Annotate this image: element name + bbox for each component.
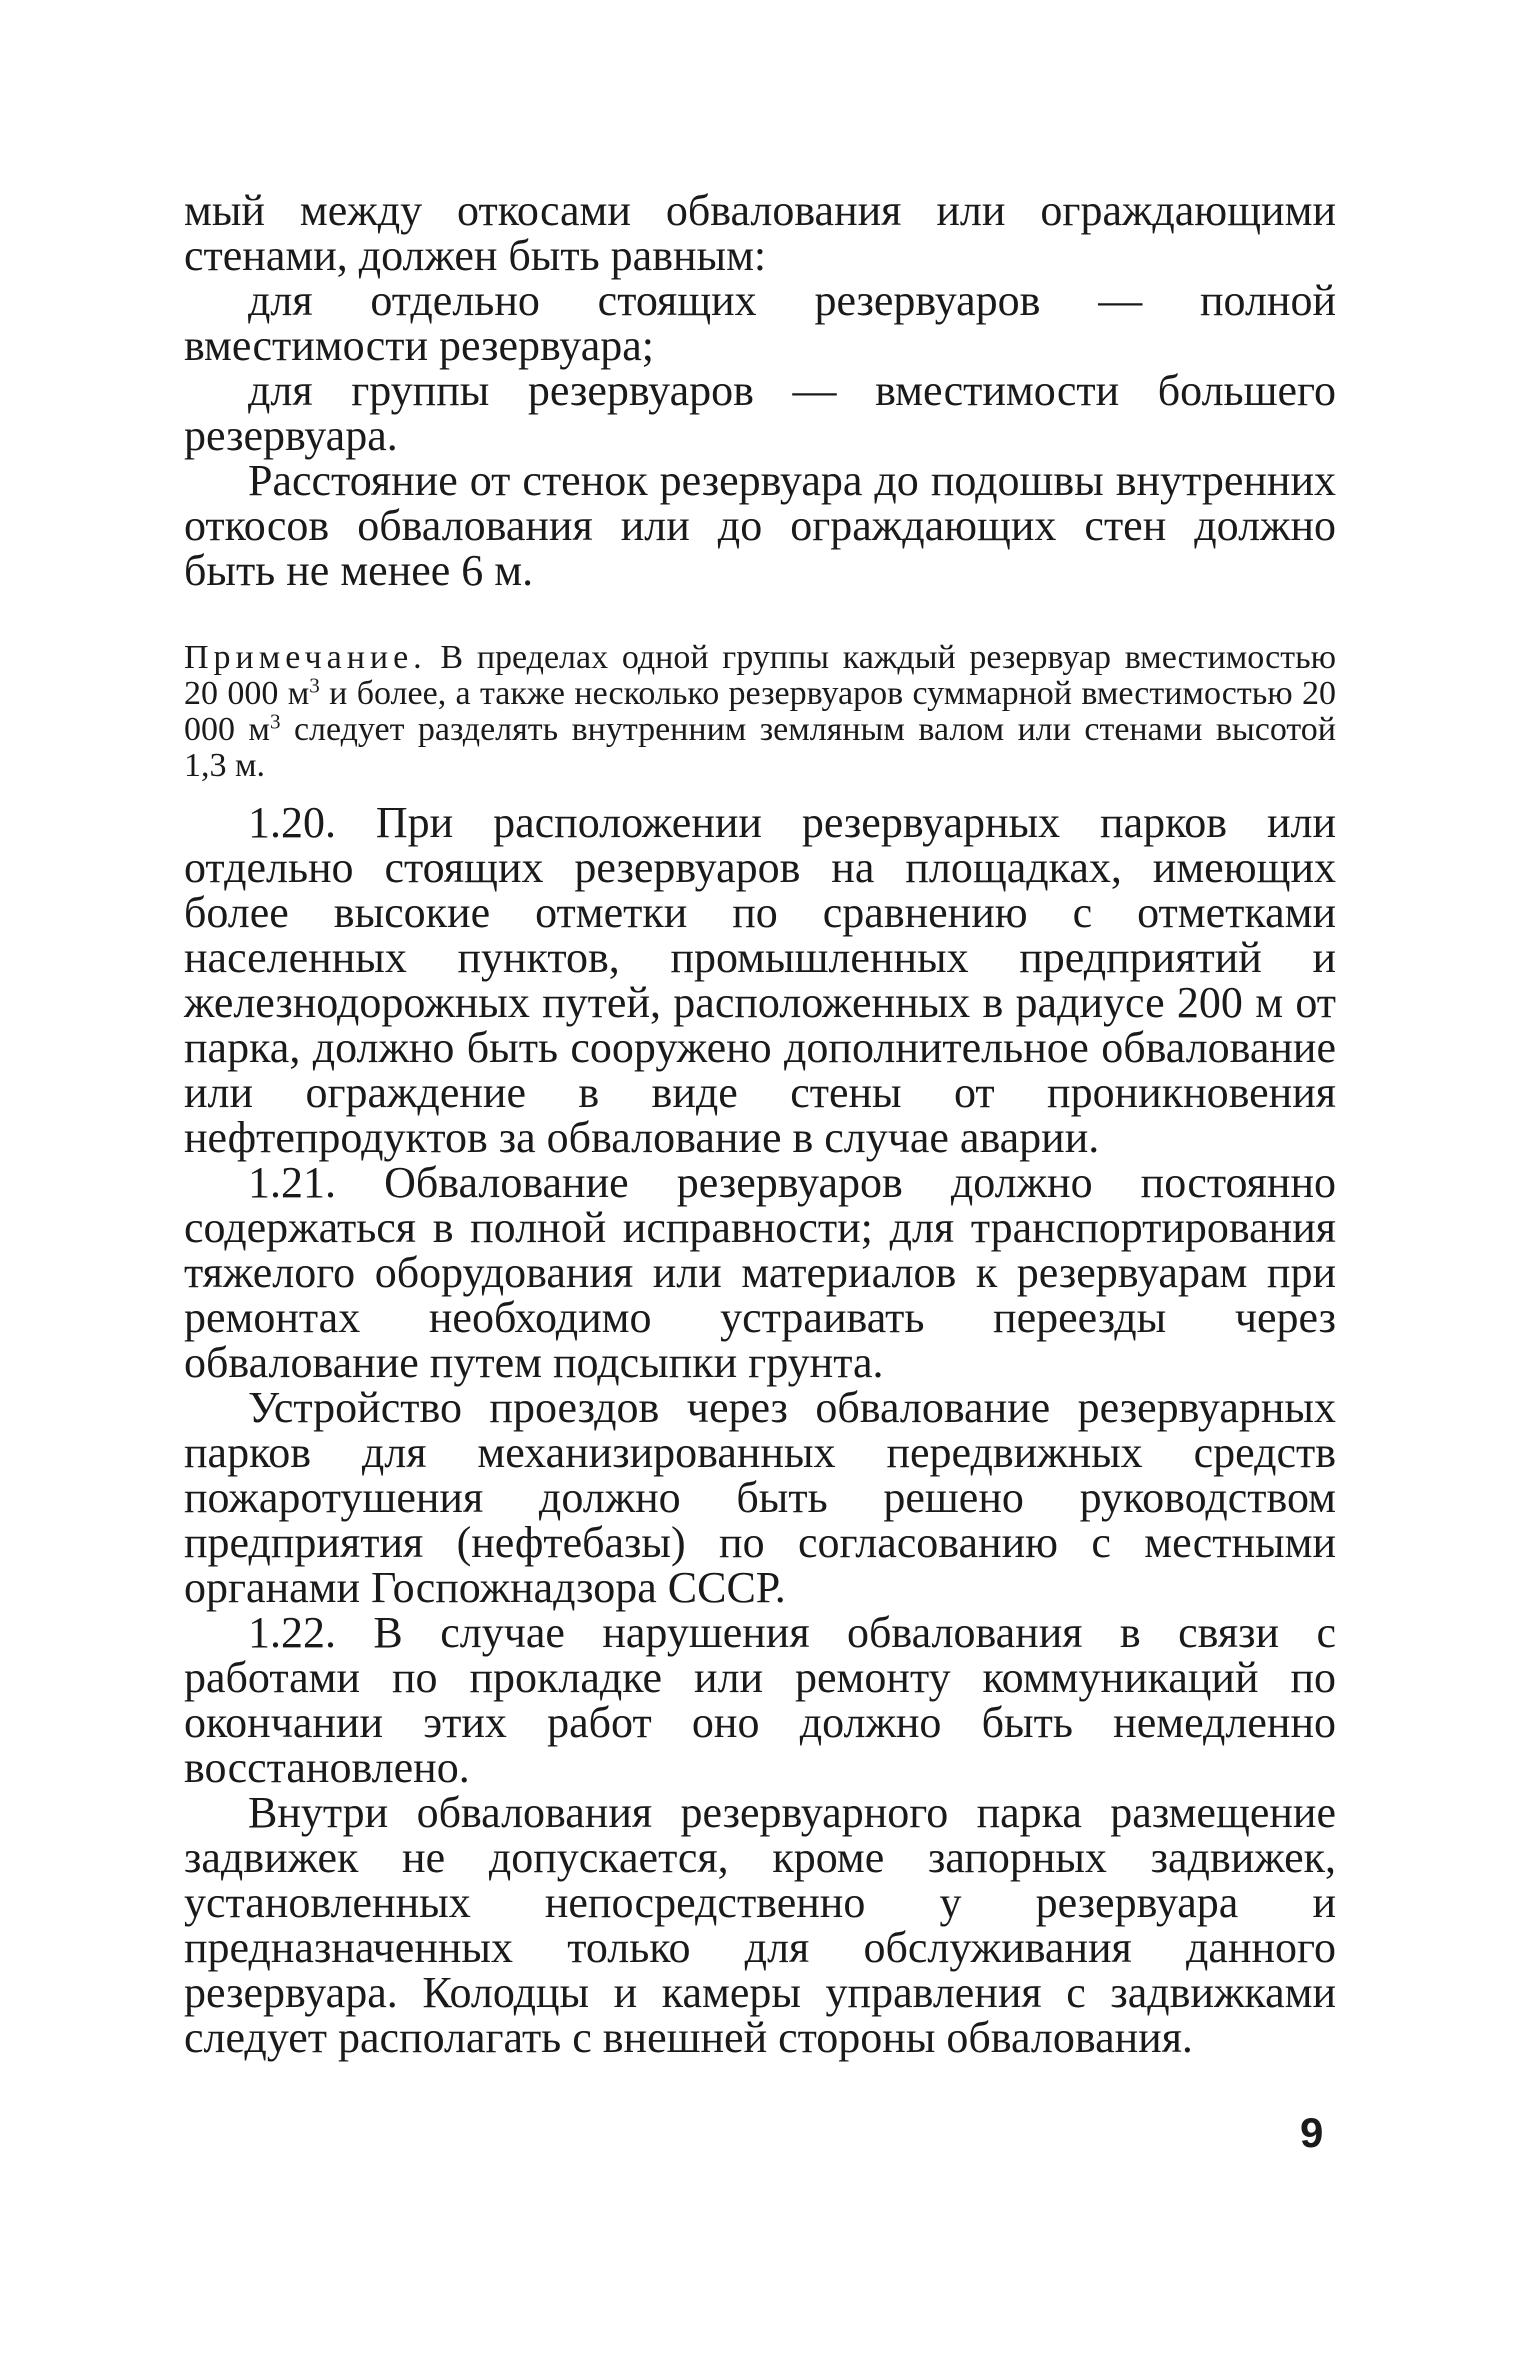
note-superscript-2: 3 — [269, 709, 281, 734]
note-text-2: и более, а также несколько резервуаров суммарной вместимостью 20 000 м — [184, 675, 1337, 748]
paragraph-tank-group: для группы резервуаров — вместимости большего резервуара. — [184, 366, 1336, 460]
note-label: Примечание. — [184, 639, 427, 676]
note-text-3: следует разделять внутренним земляным валом или стенами высотой 1,3 м. — [184, 711, 1337, 784]
section-1-21: 1.21. Обвалование резервуаров должно постоянно содержаться в полной исправности; для транспортирования тяжелого оборудования или материалов к резервуарам при ремонтах необходимо устраивать переезды через обвалование путем подсыпки грунта. — [184, 1158, 1336, 1387]
note-block — [184, 640, 1336, 784]
section-1-21-driveways: Устройство проездов через обвалование резервуарных парков для механизированных передвижных средств пожаротушения должно быть решено руководством предприятия (нефтебазы) по согласованию с местными органами Госпожнадзора СССР. — [184, 1383, 1336, 1612]
section-1-22-valves: Внутри обвалования резервуарного парка размещение задвижек не допускается, кроме запорных задвижек, установленных непосредственно у резервуара и предназначенных только для обслуживания данного резервуара. Колодцы и камеры управления с задвижками следует располагать с внешней стороны обвалования. — [184, 1788, 1336, 2062]
text-block-main — [184, 800, 1336, 2060]
section-1-22: 1.22. В случае нарушения обвалования в связи с работами по прокладке или ремонту коммуникаций по окончании этих работ оно должно быть немедленно восстановлено. — [184, 1608, 1336, 1792]
note-superscript-1: 3 — [309, 673, 320, 698]
note-text-1: В пределах одной группы каждый резервуар вместимостью 20 000 м — [184, 639, 1336, 712]
section-1-20: 1.20. При расположении резервуарных парков или отдельно стоящих резервуаров на площадках, имеющих более высокие отметки по сравнению с отметками населенных пунктов, промышленных предприятий и железнодорожных путей, расположенных в радиусе 200 м от парка, должно быть сооружено дополнительное обвалование или ограждение в виде стены от проникновения нефтепродуктов за обвалование в случае аварии. — [184, 798, 1336, 1162]
note-paragraph — [184, 640, 1336, 784]
page-number: 9 — [1300, 2109, 1324, 2156]
text-block-top — [184, 188, 1336, 593]
paragraph-continuation: мый между откосами обвалования или ограждающими стенами, должен быть равным: — [184, 186, 1336, 280]
paragraph-distance: Расстояние от стенок резервуара до подошвы внутренних откосов обвалования или до ограждающих стен должно быть не менее 6 м. — [184, 456, 1336, 595]
paragraph-single-tanks: для отдельно стоящих резервуаров — полной вместимости резервуара; — [184, 276, 1336, 370]
